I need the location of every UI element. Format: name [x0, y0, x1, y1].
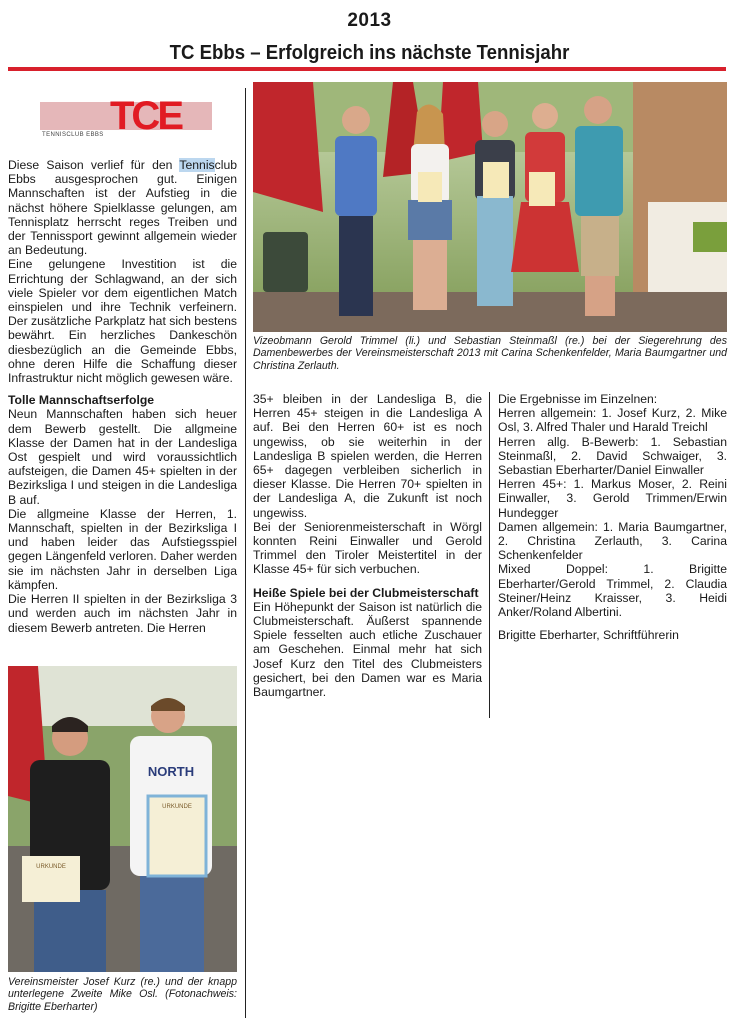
teams-paragraph-5: Bei der Seniorenmeisterschaft in Wörgl konnten Reini Einwaller und Gerold Trimmel den Tiroler Meistertitel in der Klasse 45+ für sich verbuchen. [253, 519, 482, 577]
teams-paragraph-2: Die allgmeine Klasse der Herren, 1. Mannschaft, spielten in der Bezirksliga I und haben leider das Aufstiegsspiel gegen Längenfeld verloren. Daher werden sie im nächsten Jahr in derselben Liga kämpfen. [8, 506, 237, 592]
results-herren-45: Herren 45+: 1. Markus Moser, 2. Reini Einwaller, 3. Gerold Trimmen/Erwin Hundegger [498, 477, 727, 520]
certificate-label-left: URKUNDE [36, 864, 66, 870]
article-column-1 [8, 158, 237, 635]
logo-letters: TCE [110, 94, 181, 138]
highlighted-word: Tennis [179, 158, 215, 172]
person-right [130, 698, 212, 972]
title-rule [8, 67, 726, 71]
article-column-2 [253, 392, 482, 699]
photo-club-champions [8, 666, 237, 972]
results-intro: Die Ergebnisse im Einzelnen: [498, 392, 658, 406]
results-herren-allgemein: Herren allgemein: 1. Josef Kurz, 2. Mike Osl, 3. Alfred Thaler und Harald Treichl [498, 406, 727, 435]
column-divider-1 [245, 88, 246, 1018]
section-heading-teams: Tolle Mannschaftserfolge [8, 393, 155, 408]
section-heading-club-championship: Heiße Spiele bei der Clubmeisterschaft [253, 585, 479, 600]
certificate-label-right: URKUNDE [162, 804, 192, 810]
photo-award-ceremony [253, 82, 727, 332]
article-title: TC Ebbs – Erfolgreich ins nächste Tennisjahr [169, 42, 570, 64]
caption-bottom-photo: Vereinsmeister Josef Kurz (re.) und der knapp unterlegene Zweite Mike Osl. (Fotonachweis: Brigitte Eberharter) [8, 976, 237, 1013]
teams-paragraph-3: Die Herren II spielten in der Bezirksliga 3 und werden auch im nächsten Jahr in diesem Bewerb antreten. Die Herren [8, 592, 237, 635]
club-champions-image [8, 666, 237, 972]
logo-subtext: TENNISCLUB EBBS [42, 132, 104, 138]
intro-paragraph-1: Diese Saison verlief für den Tennisclub Ebbs ausgesprochen gut. Einigen Mannschaften ist der Aufstieg in die nächst höhere Spielklasse gelungen, am Tennisplatz herrscht reges Treiben und der Tennissport gewinnt allgemein wieder an Bedeutung. [8, 158, 237, 258]
year-heading: 2013 [347, 10, 392, 31]
teams-paragraph-4: 35+ bleiben in der Landesliga B, die Herren 45+ steigen in die Landesliga A auf. Bei den Herren 60+ ist es noch ungewiss, ob sie weiterhin in der Landesliga B spielen werden, die Herren 65+ dagegen verbleiben sicherlich in dieser Klasse. Die Herren 70+ spielten in der Landesliga A, die Zukunft ist noch ungewiss. [253, 392, 482, 520]
results-damen-allgemein: Damen allgemein: 1. Maria Baumgartner, 2. Christina Zerlauth, 3. Carina Schenkenfelder [498, 519, 727, 563]
person-1 [335, 106, 377, 316]
results-mixed: Mixed Doppel: 1. Brigitte Eberharter/Gerold Trimmel, 2. Claudia Steiner/Heinz Kraisser, 3. Heidi Anker/Roland Albertini. [498, 562, 727, 620]
club-championship-paragraph: Ein Höhepunkt der Saison ist natürlich die Clubmeisterschaft. Äußerst spannende Spiele fesselten auch etliche Zuschauer am Geschehen. Einmal mehr hat sich Josef Kurz den Titel des Clubmeisters gesichert, bei den Damen war es Maria Baumgartner. [253, 599, 482, 700]
award-ceremony-image [253, 82, 727, 332]
caption-top-photo: Vizeobmann Gerold Trimmel (li.) und Sebastian Steinmaßl (re.) bei der Siegerehrung des Damenbewerbes der Vereinsmeisterschaft 2013 mit Carina Schenkenfelder, Maria Baumgartner und Christina Zerlauth. [253, 335, 727, 372]
shirt-text: NORTH [147, 764, 195, 779]
results-herren-b: Herren allg. B-Bewerb: 1. Sebastian Steinmaßl, 2. David Schwaiger, 3. Sebastian Eberharter/Daniel Einwaller [498, 434, 727, 478]
person-3 [475, 111, 515, 306]
club-logo [40, 90, 212, 150]
author-signature: Brigitte Eberharter, Schriftführerin [498, 628, 679, 643]
intro-paragraph-2: Eine gelungene Investition ist die Errichtung der Schlagwand, an der sich viele Spieler vor dem eigentlichen Match einspielen und ihre Technik verfeinern. Der zusätzliche Parkplatz hat sich bestens bewährt. Ein herzliches Dankeschön diesbezüglich an die Gemeinde Ebbs, ohne deren Hilfe die Schaffung dieser Infrastruktur nicht möglich gewesen wäre. [8, 257, 237, 386]
teams-paragraph-1: Neun Mannschaften haben sich heuer dem Bewerb gestellt. Die allgmeine Klasse der Damen hat in der Landesliga Ost gespielt und wird voraussichtlich aufsteigen, die Damen 45+ spielten in der Bezirksliga I und steigen in die Landesliga B auf. [8, 407, 237, 507]
column-divider-2 [489, 392, 490, 718]
article-column-3 [498, 392, 727, 642]
